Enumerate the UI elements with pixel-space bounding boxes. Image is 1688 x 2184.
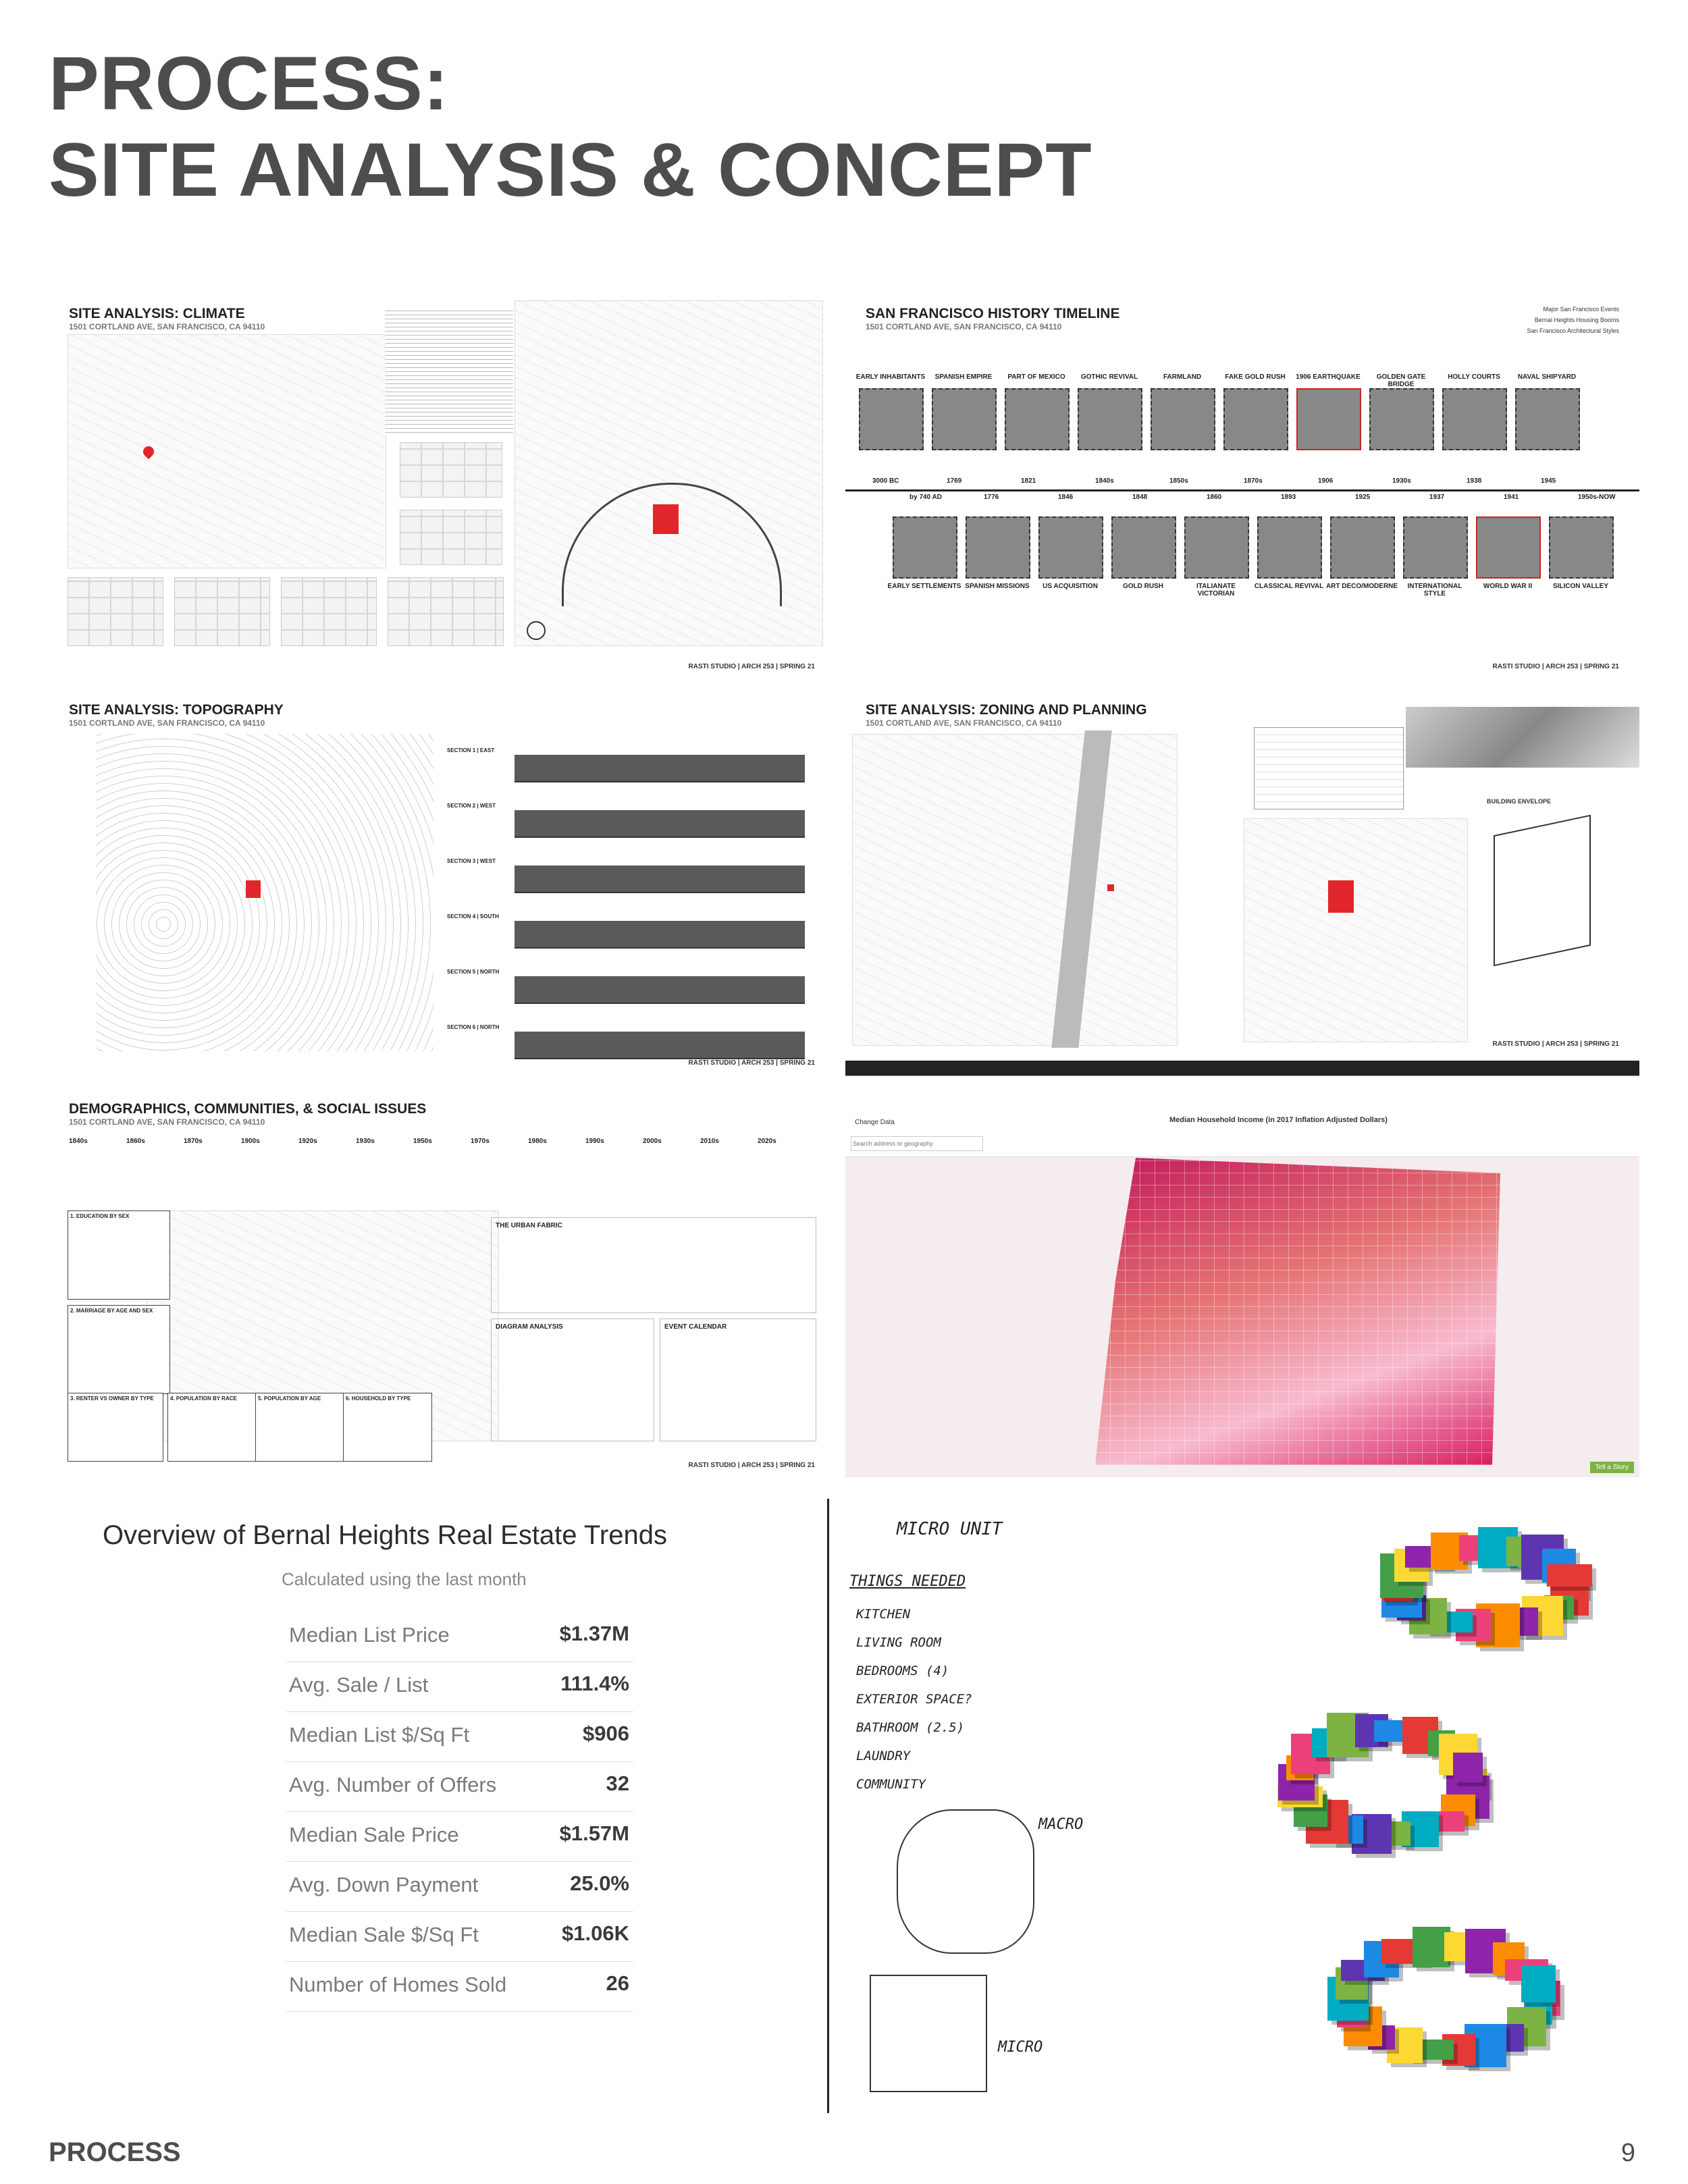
timeline-year: 1925 bbox=[1355, 494, 1371, 501]
row-label: Avg. Number of Offers bbox=[289, 1773, 497, 1796]
timeline-photo bbox=[1442, 388, 1507, 450]
timeline-photo bbox=[859, 388, 924, 450]
income-map-title: Median Household Income (in 2017 Inflation Adjusted Dollars) bbox=[1169, 1116, 1388, 1124]
row-label: Avg. Down Payment bbox=[289, 1873, 479, 1896]
timeline-year: 1821 bbox=[1021, 477, 1036, 485]
decade-label: 1870s bbox=[184, 1138, 203, 1145]
massing-block bbox=[1547, 1564, 1592, 1587]
title-line-2: SITE ANALYSIS & CONCEPT bbox=[49, 128, 1092, 212]
massing-model-3 bbox=[1310, 1917, 1580, 2079]
row-value: 26 bbox=[606, 1971, 629, 1995]
chart-title: 3. RENTER VS OWNER BY TYPE bbox=[70, 1395, 154, 1402]
table-row bbox=[286, 1712, 633, 1762]
timeline-year: 1930s bbox=[1392, 477, 1411, 485]
row-value: 25.0% bbox=[570, 1871, 629, 1895]
timeline-bottom-label: US ACQUISITION bbox=[1043, 583, 1098, 590]
massing-model-1 bbox=[1364, 1526, 1607, 1647]
timeline-year: 1769 bbox=[947, 477, 962, 485]
sketch-list-item: COMMUNITY bbox=[856, 1777, 926, 1792]
change-data-button[interactable]: Change Data bbox=[855, 1119, 895, 1126]
panel-title: SITE ANALYSIS: CLIMATE bbox=[69, 306, 245, 321]
studio-credit: RASTI STUDIO | ARCH 253 | SPRING 21 bbox=[1492, 1040, 1619, 1048]
row-label: Median Sale Price bbox=[289, 1823, 459, 1846]
timeline-top-label: FARMLAND bbox=[1163, 373, 1202, 381]
studio-credit: RASTI STUDIO | ARCH 253 | SPRING 21 bbox=[688, 1059, 815, 1067]
sketch-heading: MICRO UNIT bbox=[897, 1519, 1003, 1539]
site-parcel-small bbox=[1107, 884, 1114, 891]
timeline-top-label: NAVAL SHIPYARD bbox=[1517, 373, 1577, 381]
timeline-bottom-label: ITALIANATE VICTORIAN bbox=[1196, 583, 1236, 597]
footer-section-label: PROCESS bbox=[49, 2137, 181, 2167]
panel-address: 1501 CORTLAND AVE, SAN FRANCISCO, CA 94110 bbox=[866, 718, 1062, 728]
climate-chart-4 bbox=[388, 577, 504, 646]
decade-label: 2020s bbox=[758, 1138, 776, 1145]
demographic-chart bbox=[68, 1305, 170, 1394]
demographic-chart bbox=[343, 1393, 432, 1462]
table-row bbox=[286, 1762, 633, 1812]
table-row bbox=[286, 1612, 633, 1662]
timeline-top-label: FAKE GOLD RUSH bbox=[1225, 373, 1286, 381]
studio-credit: RASTI STUDIO | ARCH 253 | SPRING 21 bbox=[688, 663, 815, 670]
studio-credit: RASTI STUDIO | ARCH 253 | SPRING 21 bbox=[688, 1462, 815, 1469]
panel-title: DEMOGRAPHICS, COMMUNITIES, & SOCIAL ISSUES bbox=[69, 1101, 427, 1117]
timeline-year: 1870s bbox=[1244, 477, 1263, 485]
timeline-year: 1850s bbox=[1169, 477, 1188, 485]
panel-income-map bbox=[845, 1109, 1639, 1477]
topography-map bbox=[96, 734, 433, 1051]
panel-title: SAN FRANCISCO HISTORY TIMELINE bbox=[866, 306, 1120, 321]
timeline-photo bbox=[1223, 388, 1288, 450]
timeline-photo bbox=[1111, 516, 1176, 579]
row-value: $1.57M bbox=[559, 1821, 629, 1845]
box-heading: EVENT CALENDAR bbox=[664, 1323, 727, 1331]
timeline-bottom-label: WORLD WAR II bbox=[1483, 583, 1533, 590]
timeline-photo bbox=[1515, 388, 1580, 450]
panel-address: 1501 CORTLAND AVE, SAN FRANCISCO, CA 94110 bbox=[866, 322, 1062, 331]
sketch-list-item: EXTERIOR SPACE? bbox=[856, 1692, 972, 1707]
terrain-section bbox=[515, 962, 805, 1004]
climate-chart-2 bbox=[174, 577, 270, 646]
massing-block bbox=[1453, 1753, 1483, 1782]
site-parcel bbox=[1328, 880, 1354, 913]
decade-label: 2000s bbox=[643, 1138, 662, 1145]
timeline-year: 1860 bbox=[1207, 494, 1222, 501]
decade-label: 1980s bbox=[528, 1138, 547, 1145]
table-row bbox=[286, 1962, 633, 2012]
terrain-strip bbox=[845, 1055, 1639, 1085]
decade-label: 2010s bbox=[700, 1138, 719, 1145]
section-label: SECTION 1 | EAST bbox=[447, 747, 495, 753]
studio-credit: RASTI STUDIO | ARCH 253 | SPRING 21 bbox=[1492, 663, 1619, 670]
real-estate-overview bbox=[49, 1499, 812, 2086]
timeline-bottom-label: EARLY SETTLEMENTS bbox=[887, 583, 961, 590]
timeline-top-label: EARLY INHABITANTS bbox=[855, 373, 926, 381]
terrain-section bbox=[515, 851, 805, 893]
decade-label: 1970s bbox=[471, 1138, 490, 1145]
sun-path-chart bbox=[400, 442, 502, 498]
timeline-bottom-label: GOLD RUSH bbox=[1123, 583, 1163, 590]
sketch-list-item: BATHROOM (2.5) bbox=[856, 1720, 965, 1735]
search-input[interactable] bbox=[851, 1136, 983, 1151]
decade-label: 1990s bbox=[585, 1138, 604, 1145]
decade-label: 1840s bbox=[69, 1138, 88, 1145]
site-parcel bbox=[246, 880, 261, 898]
panel-address: 1501 CORTLAND AVE, SAN FRANCISCO, CA 94110 bbox=[69, 1117, 265, 1127]
terrain-section bbox=[515, 1017, 805, 1059]
timeline-photo bbox=[1330, 516, 1395, 579]
section-label: SECTION 6 | NORTH bbox=[447, 1024, 500, 1030]
timeline-year: by 740 AD bbox=[909, 494, 942, 501]
decade-label: 1930s bbox=[356, 1138, 375, 1145]
row-label: Median List $/Sq Ft bbox=[289, 1723, 470, 1747]
massing-block bbox=[1521, 1965, 1556, 2002]
timeline-year: 1950s-NOW bbox=[1578, 494, 1616, 501]
panel-topography bbox=[49, 690, 835, 1075]
building-envelope-label: BUILDING ENVELOPE bbox=[1487, 798, 1552, 805]
timeline-year: 1938 bbox=[1467, 477, 1482, 485]
decade-label: 1950s bbox=[413, 1138, 432, 1145]
sketch-list-item: LIVING ROOM bbox=[856, 1635, 941, 1650]
timeline-photo bbox=[1151, 388, 1215, 450]
timeline-axis bbox=[845, 489, 1639, 491]
terrain-section bbox=[515, 741, 805, 782]
macro-sketch bbox=[897, 1809, 1034, 1954]
climate-map bbox=[68, 334, 386, 568]
chart-title: 2. MARRIAGE BY AGE AND SEX bbox=[70, 1308, 153, 1314]
income-choropleth bbox=[1095, 1158, 1500, 1465]
legend-major-events: Major San Francisco Events bbox=[1543, 306, 1619, 313]
timeline-year: 1840s bbox=[1095, 477, 1114, 485]
timeline-photo bbox=[893, 516, 957, 579]
climate-text-block bbox=[385, 307, 513, 435]
timeline-year: 1941 bbox=[1504, 494, 1519, 501]
timeline-photo bbox=[1476, 516, 1541, 579]
timeline-photo bbox=[1296, 388, 1361, 450]
panel-zoning bbox=[845, 690, 1639, 1088]
timeline-bottom-label: INTERNATIONAL STYLE bbox=[1407, 583, 1462, 597]
panel-history-timeline bbox=[845, 294, 1639, 678]
row-label: Median List Price bbox=[289, 1623, 450, 1647]
timeline-year: 1906 bbox=[1318, 477, 1334, 485]
timeline-photo bbox=[1005, 388, 1070, 450]
event-calendar-box bbox=[660, 1319, 816, 1441]
demographic-chart bbox=[167, 1393, 257, 1462]
climate-chart-1 bbox=[68, 577, 163, 646]
panel-demographics bbox=[49, 1089, 835, 1477]
chart-title: 4. POPULATION BY RACE bbox=[170, 1395, 237, 1402]
section-label: SECTION 2 | WEST bbox=[447, 803, 496, 809]
timeline-top-label: 1906 EARTHQUAKE bbox=[1296, 373, 1361, 381]
page-title bbox=[49, 41, 1092, 213]
timeline-year: 1776 bbox=[984, 494, 999, 501]
zoning-detail-map bbox=[1244, 818, 1468, 1042]
legend-architectural-styles: San Francisco Architectural Styles bbox=[1527, 327, 1619, 334]
box-heading: THE URBAN FABRIC bbox=[496, 1222, 562, 1229]
timeline-year: 1937 bbox=[1429, 494, 1445, 501]
table-row bbox=[286, 1862, 633, 1912]
title-line-1: PROCESS: bbox=[49, 41, 449, 126]
decade-label: 1920s bbox=[298, 1138, 317, 1145]
timeline-top-label: SPANISH EMPIRE bbox=[934, 373, 993, 381]
panel-title: SITE ANALYSIS: TOPOGRAPHY bbox=[69, 702, 284, 718]
massing-model-2 bbox=[1263, 1701, 1506, 1863]
table-row bbox=[286, 1662, 633, 1712]
timeline-year: 1945 bbox=[1541, 477, 1556, 485]
timeline-photo bbox=[932, 388, 997, 450]
terrain-section bbox=[515, 907, 805, 949]
timeline-top-label: GOLDEN GATE BRIDGE bbox=[1376, 373, 1426, 388]
page-number: 9 bbox=[1620, 2139, 1635, 2167]
building-envelope-diagram bbox=[1494, 815, 1591, 967]
timeline-bottom-label: SILICON VALLEY bbox=[1552, 583, 1609, 590]
timeline-top-label: HOLLY COURTS bbox=[1448, 373, 1500, 381]
timeline-year: 3000 BC bbox=[872, 477, 899, 485]
demographic-chart bbox=[255, 1393, 344, 1462]
table-row bbox=[286, 1812, 633, 1862]
timeline-year: 1848 bbox=[1132, 494, 1148, 501]
demographic-chart bbox=[68, 1210, 170, 1300]
timeline-bottom-label: SPANISH MISSIONS bbox=[965, 583, 1030, 590]
panel-address: 1501 CORTLAND AVE, SAN FRANCISCO, CA 94110 bbox=[69, 718, 265, 728]
timeline-photo bbox=[1257, 516, 1322, 579]
row-label: Avg. Sale / List bbox=[289, 1673, 429, 1697]
north-arrow-icon bbox=[527, 621, 546, 640]
chart-title: 1. EDUCATION BY SEX bbox=[70, 1213, 130, 1219]
timeline-photo bbox=[1078, 388, 1142, 450]
timeline-photo bbox=[1184, 516, 1249, 579]
section-label: SECTION 5 | NORTH bbox=[447, 969, 500, 975]
timeline-year: 1846 bbox=[1058, 494, 1074, 501]
timeline-photo bbox=[1549, 516, 1614, 579]
chart-title: 6. HOUSEHOLD BY TYPE bbox=[346, 1395, 411, 1402]
table-row bbox=[286, 1912, 633, 1962]
section-label: SECTION 3 | WEST bbox=[447, 858, 496, 864]
micro-label: MICRO bbox=[998, 2039, 1043, 2056]
row-value: 111.4% bbox=[560, 1672, 629, 1695]
macro-label: MACRO bbox=[1038, 1816, 1084, 1833]
timeline-top-label: PART OF MEXICO bbox=[1007, 373, 1065, 381]
timeline-photo bbox=[1403, 516, 1468, 579]
decade-label: 1860s bbox=[126, 1138, 145, 1145]
timeline-photo bbox=[1038, 516, 1103, 579]
massing-models bbox=[1209, 1499, 1641, 2106]
sketch-list-item: LAUNDRY bbox=[856, 1749, 911, 1763]
row-value: $906 bbox=[583, 1722, 629, 1745]
climate-chart-3 bbox=[281, 577, 377, 646]
sketch-subheading: THINGS NEEDED bbox=[849, 1573, 966, 1590]
timeline-bottom-label: CLASSICAL REVIVAL bbox=[1254, 583, 1324, 590]
row-label: Median Sale $/Sq Ft bbox=[289, 1923, 479, 1946]
chart-title: 5. POPULATION BY AGE bbox=[258, 1395, 321, 1402]
temperature-chart bbox=[400, 510, 502, 565]
zoning-map bbox=[852, 734, 1178, 1046]
row-value: $1.06K bbox=[562, 1921, 629, 1945]
sketch-list-item: BEDROOMS (4) bbox=[856, 1663, 949, 1678]
tell-a-story-button[interactable]: Tell a Story bbox=[1590, 1462, 1634, 1473]
timeline-photo bbox=[1369, 388, 1434, 450]
real-estate-subtitle: Calculated using the last month bbox=[282, 1569, 527, 1589]
row-label: Number of Homes Sold bbox=[289, 1973, 507, 1996]
terrain-section bbox=[515, 796, 805, 838]
section-label: SECTION 4 | SOUTH bbox=[447, 913, 499, 920]
sketch-list-item: KITCHEN bbox=[856, 1607, 911, 1622]
panel-climate bbox=[49, 294, 835, 678]
real-estate-title: Overview of Bernal Heights Real Estate Trends bbox=[103, 1520, 667, 1550]
legend-housing-booms: Bernal Heights Housing Booms bbox=[1534, 317, 1619, 323]
timeline-photo bbox=[966, 516, 1030, 579]
timeline-bottom-label: ART DECO/MODERNE bbox=[1325, 583, 1398, 590]
aerial-strip bbox=[1406, 707, 1639, 768]
timeline-year: 1893 bbox=[1281, 494, 1296, 501]
timeline-top-label: GOTHIC REVIVAL bbox=[1080, 373, 1138, 381]
decade-label: 1900s bbox=[241, 1138, 260, 1145]
panel-title: SITE ANALYSIS: ZONING AND PLANNING bbox=[866, 702, 1147, 718]
box-heading: DIAGRAM ANALYSIS bbox=[496, 1323, 563, 1331]
diagram-analysis-box bbox=[491, 1319, 654, 1441]
zoning-key bbox=[1254, 727, 1404, 809]
row-value: $1.37M bbox=[559, 1622, 629, 1645]
demographic-chart bbox=[68, 1393, 163, 1462]
row-value: 32 bbox=[606, 1772, 629, 1795]
micro-unit-sketch bbox=[827, 1499, 1194, 2113]
micro-floorplan-sketch bbox=[870, 1975, 987, 2092]
panel-address: 1501 CORTLAND AVE, SAN FRANCISCO, CA 94110 bbox=[69, 322, 265, 331]
urban-fabric-box bbox=[491, 1217, 816, 1313]
